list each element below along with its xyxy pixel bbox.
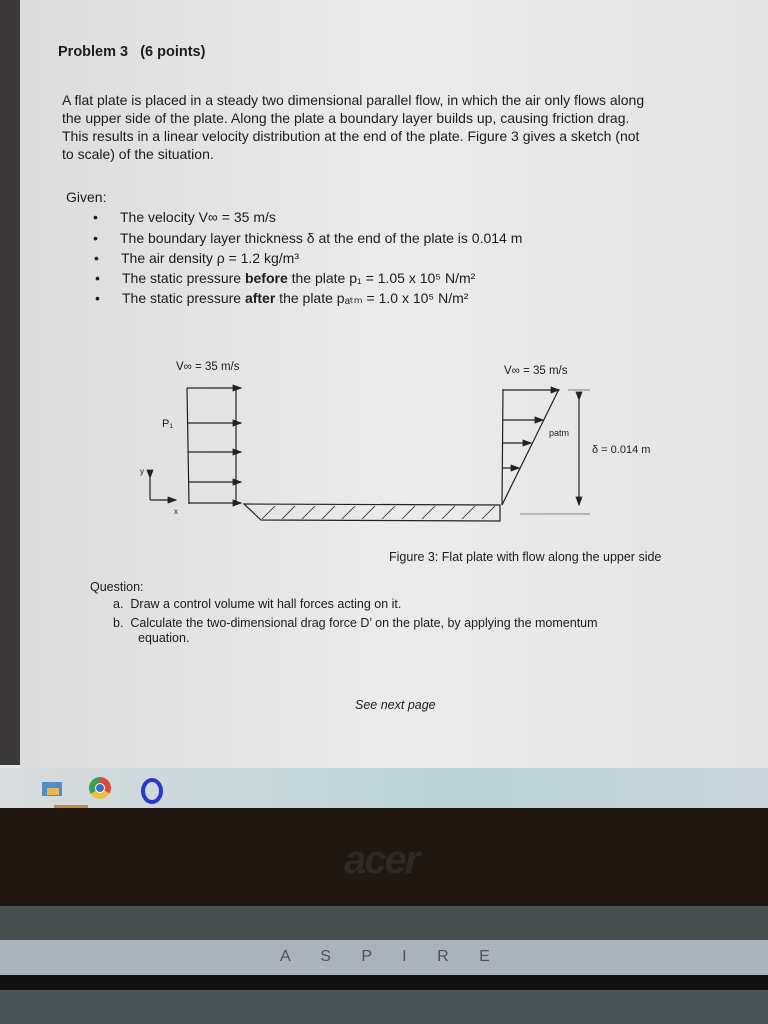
x-axis-label: x bbox=[174, 507, 178, 516]
p1-label: P₁ bbox=[162, 418, 174, 430]
given-text: The static pressure bbox=[122, 270, 245, 286]
title-text: Problem 3 bbox=[58, 44, 129, 60]
given-bold: after bbox=[244, 290, 276, 306]
given-item: • The velocity V∞ = 35 m/s bbox=[93, 209, 276, 225]
item-text: Draw a control volume wit hall forces acting on it. bbox=[130, 597, 402, 611]
keyboard-deck bbox=[0, 990, 768, 1024]
given-label: Given: bbox=[66, 189, 107, 205]
delta-label: δ = 0.014 m bbox=[592, 444, 651, 456]
given-text: The velocity V∞ = 35 m/s bbox=[120, 209, 276, 225]
inlet-line bbox=[187, 388, 189, 504]
given-item: • The static pressure before the plate p₁ = 1.05 x 10⁵ N/m² bbox=[95, 270, 476, 286]
cortana-icon[interactable] bbox=[141, 778, 163, 804]
taskbar bbox=[0, 768, 768, 810]
see-next-page-note: See next page bbox=[355, 698, 436, 712]
given-item: • The static pressure after the plate pₐₜₘ = 1.0 x 10⁵ N/m² bbox=[95, 290, 469, 306]
file-explorer-icon[interactable] bbox=[40, 778, 66, 800]
paragraph-line: This results in a linear velocity distribution at the end of the plate. Figure 3 gives a sketch (not bbox=[62, 128, 640, 144]
aspire-logo: A S P I R E bbox=[280, 948, 503, 965]
paragraph-line: to scale) of the situation. bbox=[62, 146, 214, 162]
question-item-a bbox=[113, 597, 401, 611]
paragraph-line: A flat plate is placed in a steady two dimensional parallel flow, in which the air only flows along bbox=[62, 92, 645, 108]
item-letter: a. bbox=[113, 597, 124, 611]
given-text: the plate p₁ = 1.05 x 10⁵ N/m² bbox=[287, 270, 476, 286]
figure-caption: Figure 3: Flat plate with flow along the upper side bbox=[389, 550, 662, 564]
plate-hatching bbox=[262, 506, 495, 519]
question-label: Question: bbox=[90, 580, 144, 594]
item-text: Calculate the two-dimensional drag force D’ on the plate, by applying the momentum bbox=[130, 616, 598, 630]
linear-profile bbox=[502, 389, 559, 505]
given-text: the plate pₐₜₘ = 1.0 x 10⁵ N/m² bbox=[275, 290, 469, 306]
velocity-label-inlet: V∞ = 35 m/s bbox=[176, 361, 240, 373]
hinge-band bbox=[0, 906, 768, 942]
given-text: The static pressure bbox=[122, 290, 245, 306]
velocity-label-outlet: V∞ = 35 m/s bbox=[504, 365, 568, 377]
points-text: (6 points) bbox=[140, 44, 206, 60]
question-item-b bbox=[113, 616, 598, 630]
acer-logo: acer bbox=[344, 838, 419, 882]
question-continuation: equation. bbox=[138, 631, 190, 645]
given-text: The air density ρ = 1.2 kg/m³ bbox=[121, 250, 299, 266]
hinge-gap bbox=[0, 975, 768, 991]
given-bold: before bbox=[244, 270, 288, 286]
chrome-icon[interactable] bbox=[89, 777, 111, 799]
patm-label: patm bbox=[549, 428, 570, 438]
given-text: The boundary layer thickness δ at the end of the plate is 0.014 m bbox=[120, 230, 523, 246]
y-axis-label: y bbox=[140, 467, 144, 476]
given-item: • The boundary layer thickness δ at the end of the plate is 0.014 m bbox=[93, 230, 523, 246]
given-item: • The air density ρ = 1.2 kg/m³ bbox=[94, 250, 299, 266]
item-letter: b. bbox=[113, 616, 124, 630]
paragraph-line: the upper side of the plate. Along the plate a boundary layer builds up, causing friction drag. bbox=[62, 110, 630, 126]
outlet-line bbox=[502, 389, 503, 505]
